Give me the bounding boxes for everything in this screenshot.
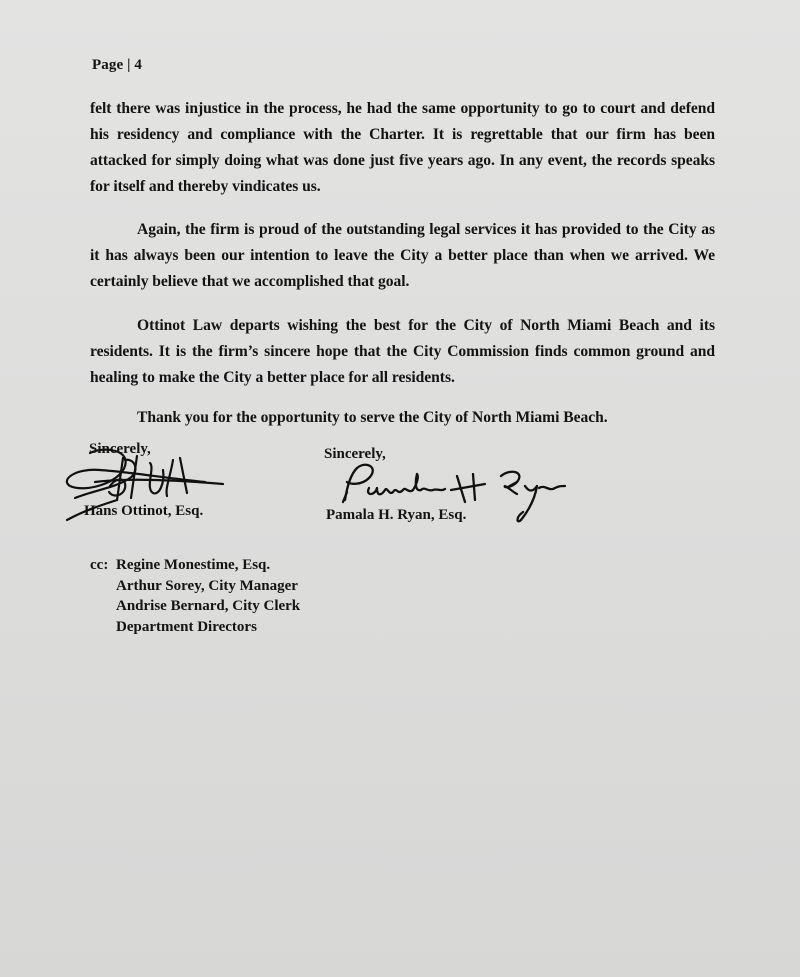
closing-sincerely-left: Sincerely, — [89, 441, 151, 457]
cc-recipient-list — [116, 555, 300, 637]
cc-recipient: Regine Monestime, Esq. — [116, 557, 271, 573]
paragraph-injustice: felt there was injustice in the process, he had the same opportunity to go to court and defend his residency and compliance with the Charter. It is regrettable that our firm has been attacked for simply doing what was done just five years ago. In any event, the records speaks for itself and thereby vindicates us. — [90, 100, 715, 195]
paragraph-departs: Ottinot Law departs wishing the best for the City of North Miami Beach and its residents. It is the firm’s sincere hope that the City Commission finds common ground and healing to make the City a better place for all residents. — [90, 317, 715, 386]
handwritten-signature-ryan — [333, 462, 568, 527]
signer-name-left: Hans Ottinot, Esq. — [84, 503, 204, 519]
cc-block — [90, 555, 300, 637]
paragraph-thank-you: Thank you for the opportunity to serve the City of North Miami Beach. — [137, 409, 608, 426]
cc-recipient: Andrise Bernard, City Clerk — [116, 598, 301, 614]
closing-sincerely-right: Sincerely, — [324, 446, 386, 462]
signer-name-right: Pamala H. Ryan, Esq. — [326, 507, 467, 523]
cc-label: cc: — [90, 557, 109, 573]
paragraph-legal-services: Again, the firm is proud of the outstanding legal services it has provided to the City as it has always been our intention to leave the City a better place than when we arrived. We certainly believe that we accomplished that goal. — [90, 221, 715, 290]
cc-recipient: Department Directors — [116, 618, 257, 635]
handwritten-signature-ottinot — [55, 438, 240, 528]
cc-recipient: Arthur Sorey, City Manager — [116, 577, 298, 594]
page-number: Page | 4 — [92, 57, 142, 73]
